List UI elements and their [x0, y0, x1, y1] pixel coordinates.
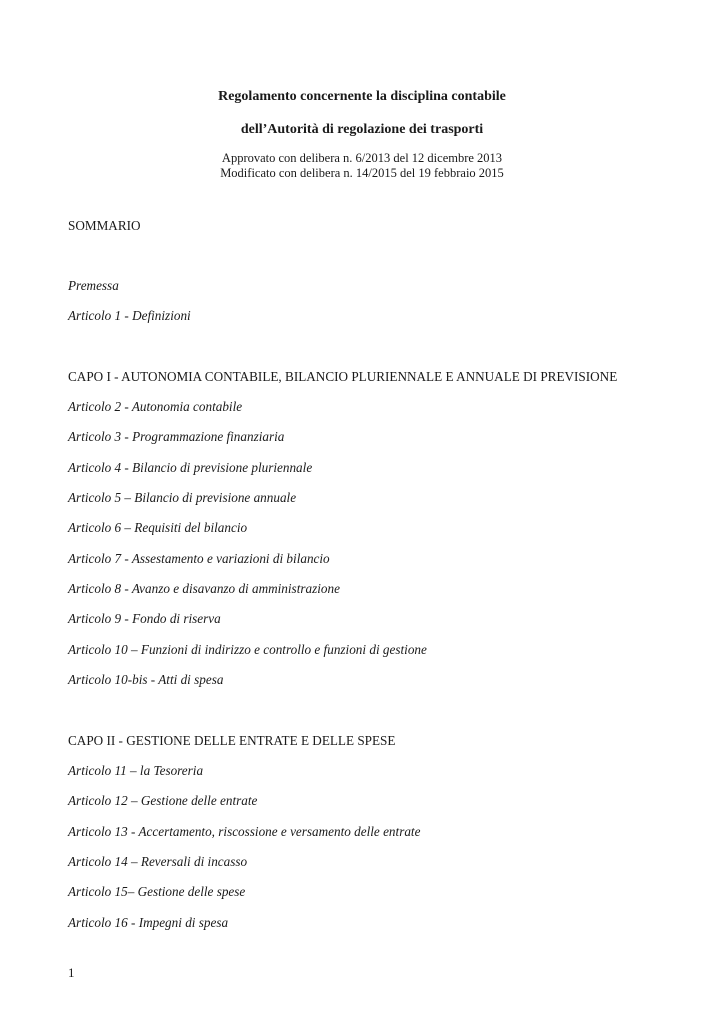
toc-entry-articolo-6: Articolo 6 – Requisiti del bilancio	[68, 520, 248, 535]
toc-entry-articolo-7: Articolo 7 - Assestamento e variazioni di bilancio	[68, 551, 330, 566]
capo-2-heading: CAPO II - GESTIONE DELLE ENTRATE E DELLE SPESE	[68, 733, 396, 748]
toc-entry-articolo-3: Articolo 3 - Programmazione finanziaria	[68, 429, 285, 444]
modification-note: Modificato con delibera n. 14/2015 del 19 febbraio 2015	[220, 166, 504, 180]
toc-entry-articolo-1: Articolo 1 - Definizioni	[68, 308, 191, 323]
toc-entry-articolo-16: Articolo 16 - Impegni di spesa	[68, 915, 229, 930]
toc-entry-premessa: Premessa	[68, 278, 119, 293]
toc-entry-articolo-9: Articolo 9 - Fondo di riserva	[68, 611, 221, 626]
toc-entry-articolo-15: Articolo 15– Gestione delle spese	[68, 884, 246, 899]
toc-entry-articolo-2: Articolo 2 - Autonomia contabile	[68, 399, 243, 414]
document-title-line-2: dell’Autorità di regolazione dei trasporti	[240, 122, 484, 137]
toc-entry-articolo-5: Articolo 5 – Bilancio di previsione annuale	[68, 490, 297, 505]
toc-entry-articolo-14: Articolo 14 – Reversali di incasso	[68, 854, 248, 869]
toc-entry-articolo-8: Articolo 8 - Avanzo e disavanzo di amministrazione	[68, 581, 340, 596]
toc-entry-articolo-10-bis: Articolo 10-bis - Atti di spesa	[68, 672, 224, 687]
page-number: 1	[68, 965, 75, 980]
toc-entry-articolo-13: Articolo 13 - Accertamento, riscossione e versamento delle entrate	[68, 824, 421, 839]
document-title-line-1: Regolamento concernente la disciplina contabile	[218, 89, 506, 104]
toc-entry-articolo-12: Articolo 12 – Gestione delle entrate	[68, 793, 258, 808]
toc-entry-articolo-10: Articolo 10 – Funzioni di indirizzo e controllo e funzioni di gestione	[68, 642, 427, 657]
capo-1-heading: CAPO I - AUTONOMIA CONTABILE, BILANCIO PLURIENNALE E ANNUALE DI PREVISIONE	[68, 369, 618, 384]
approval-note: Approvato con delibera n. 6/2013 del 12 dicembre 2013	[221, 151, 503, 165]
toc-entry-articolo-11: Articolo 11 – la Tesoreria	[68, 763, 204, 778]
toc-entry-articolo-4: Articolo 4 - Bilancio di previsione pluriennale	[68, 460, 313, 475]
summary-heading: SOMMARIO	[68, 218, 141, 233]
